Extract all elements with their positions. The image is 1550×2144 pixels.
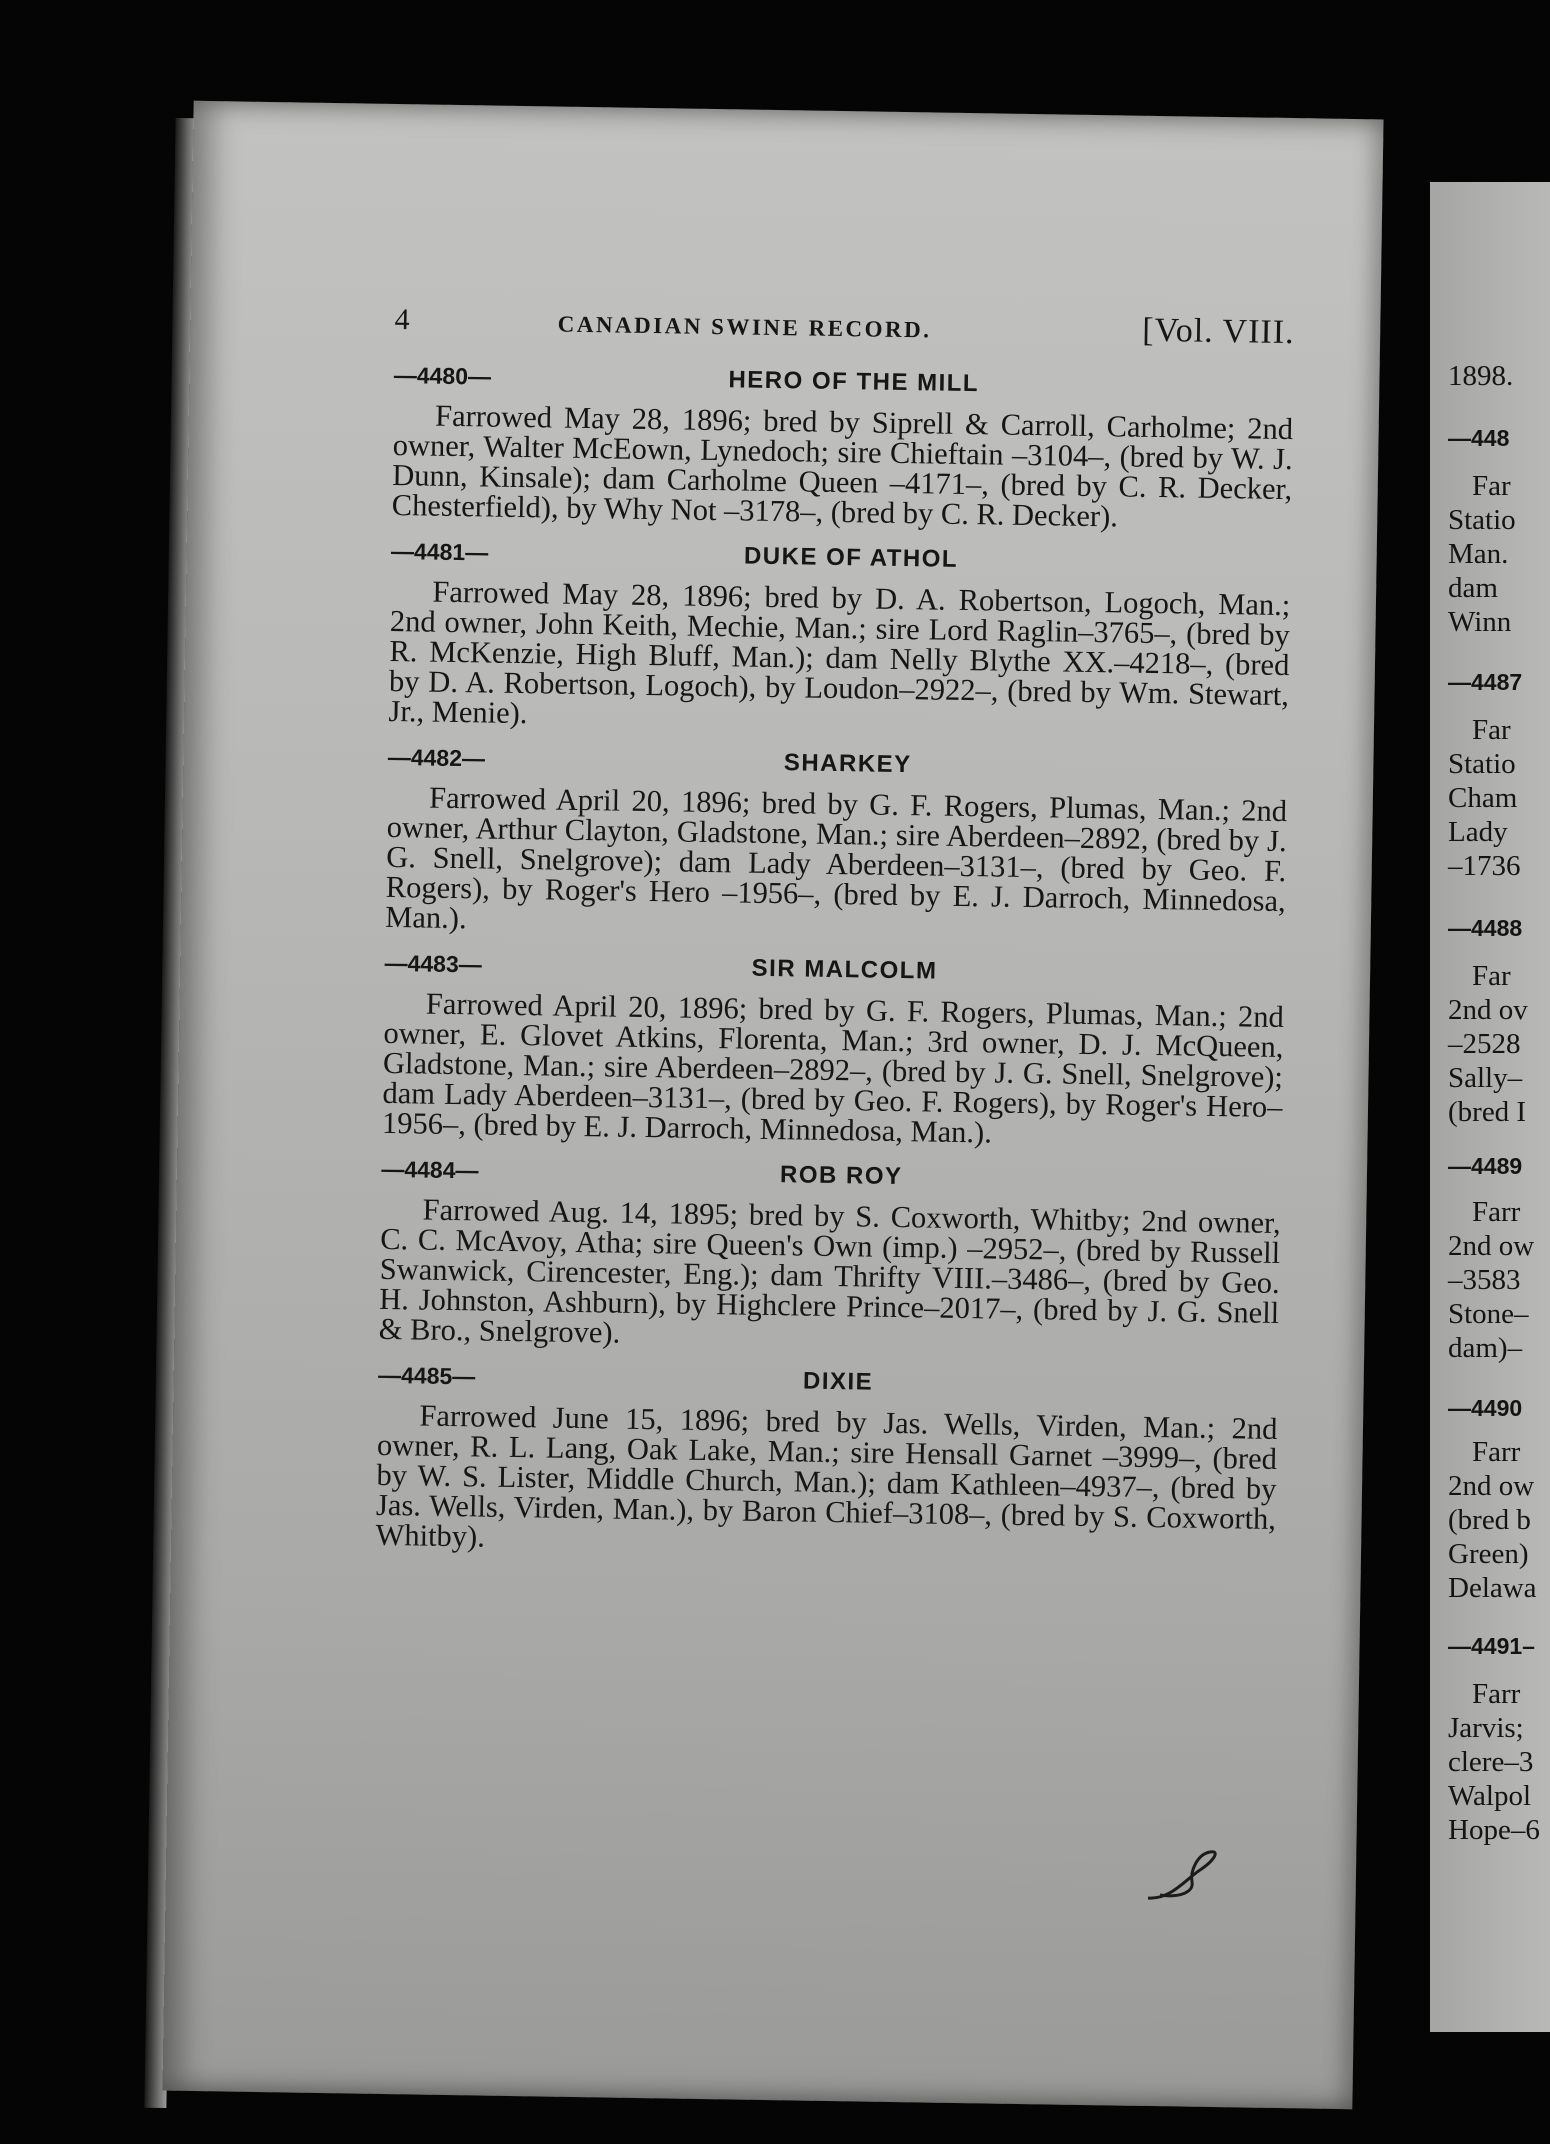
fragment: 2nd ow	[1448, 1470, 1535, 1502]
page-content	[375, 300, 1295, 1570]
fragment: –3583	[1448, 1264, 1521, 1296]
fragment: (bred I	[1448, 1096, 1527, 1128]
entry-text: Farrowed April 20, 1896; bred by G. F. Rogers, Plumas, Man.; 2nd owner, Arthur Clayton, Gladstone, Man.; sire Aberdeen–2892, (bred by J. G. Snell, Snelgrove); dam Lady Aberdeen–3131–, (bred by Geo. F. Rogers), by Roger's Hero –1956–, (bred by E. J. Darroch, Minnedosa, Man.).	[385, 780, 1288, 936]
fragment: 2nd ov	[1448, 994, 1528, 1026]
fragment: 2nd ow	[1448, 1230, 1535, 1262]
fragment: Green)	[1448, 1538, 1529, 1570]
fragment: (bred b	[1448, 1504, 1531, 1536]
entry-name: SHARKEY	[783, 749, 912, 779]
fragment: Lady	[1448, 816, 1508, 848]
page-number: 4	[394, 302, 410, 337]
fragment: 1898.	[1448, 360, 1514, 392]
fragment: Stone–	[1448, 1298, 1529, 1330]
fragment: Jarvis;	[1448, 1712, 1524, 1744]
fragment: Farr	[1472, 1196, 1521, 1228]
entry-text: Farrowed June 15, 1896; bred by Jas. Wells, Virden, Man.; 2nd owner, R. L. Lang, Oak Lake, Man.; sire Hensall Garnet –3999–, (bred by W. S. Lister, Middle Church, Man.); dam Kathleen–4937–, (bred by Jas. Wells, Virden, Man.), by Baron Chief–3108–, (bred by S. Coxworth, Whitby).	[375, 1398, 1278, 1554]
fragment: Hope–6	[1448, 1814, 1540, 1846]
fragment: Sally–	[1448, 1062, 1523, 1094]
pencil-mark	[1140, 1840, 1230, 1910]
adjacent-page-text	[1448, 0, 1538, 2144]
fragment: —448	[1448, 425, 1510, 451]
entry-name: ROB ROY	[779, 1161, 903, 1191]
entry-name: DUKE OF ATHOL	[743, 542, 959, 573]
fragment: –2528	[1448, 1028, 1521, 1060]
registry-entry	[375, 1350, 1278, 1564]
entry-name: DIXIE	[802, 1367, 874, 1396]
fragment: Winn	[1448, 606, 1512, 638]
fragment: Farr	[1472, 1678, 1521, 1710]
fragment: Far	[1472, 470, 1511, 502]
registry-entry	[379, 1144, 1282, 1358]
registry-entry	[392, 350, 1295, 534]
registry-entry	[385, 732, 1288, 946]
fragment: Man.	[1448, 538, 1509, 570]
entry-number: —4485—	[377, 1361, 476, 1389]
journal-title: CANADIAN SWINE RECORD.	[557, 311, 932, 343]
fragment: —4489	[1448, 1153, 1523, 1179]
fragment: —4487	[1448, 669, 1523, 695]
fragment: —4488	[1448, 915, 1523, 941]
entry-number: —4480—	[393, 361, 492, 390]
entry-name: SIR MALCOLM	[751, 954, 938, 985]
entry-number: —4482—	[387, 743, 486, 771]
entry-text: Farrowed May 28, 1896; bred by Siprell & Carroll, Carholme; 2nd owner, Walter McEown, Lynedoch; sire Chieftain –3104–, (bred by W. J. Dunn, Kinsale); dam Carholme Queen –4171–, (bred by C. R. Decker, Chesterfield), by Why Not –3178–, (bred by C. R. Decker).	[391, 398, 1294, 534]
fragment: —4491–	[1448, 1633, 1535, 1659]
volume-label: [Vol. VIII.	[1141, 311, 1295, 352]
entry-text: Farrowed April 20, 1896; bred by G. F. Rogers, Plumas, Man.; 2nd owner, E. Glovet Atkins, Florenta, Man.; 3rd owner, D. J. McQueen, Gladstone, Man.; sire Aberdeen–2892–, (bred by J. G. Snell, Snelgrove); dam Lady Aberdeen–3131–, (bred by Geo. F. Rogers), by Roger's Hero–1956–, (bred by E. J. Darroch, Minnedosa, Man.).	[381, 986, 1285, 1150]
fragment: Cham	[1448, 782, 1518, 814]
fragment: Walpol	[1448, 1780, 1532, 1812]
fragment: clere–3	[1448, 1746, 1534, 1778]
fragment: –1736	[1448, 850, 1521, 882]
fragment: Far	[1472, 714, 1511, 746]
entry-number: —4481—	[390, 537, 489, 565]
entry-number: —4484—	[381, 1155, 479, 1183]
fragment: Far	[1472, 960, 1511, 992]
registry-entry	[388, 526, 1291, 740]
fragment: dam)–	[1448, 1332, 1523, 1364]
fragment: Delawa	[1448, 1572, 1537, 1604]
fragment: Statio	[1448, 748, 1516, 780]
registry-entry	[382, 938, 1285, 1152]
fragment: dam	[1448, 572, 1498, 604]
entry-name: HERO OF THE MILL	[728, 366, 980, 398]
fragment: Farr	[1472, 1436, 1521, 1468]
entry-text: Farrowed May 28, 1896; bred by D. A. Robertson, Logoch, Man.; 2nd owner, John Keith, Mechie, Man.; sire Lord Raglin–3765–, (bred by R. McKenzie, High Bluff, Man.); dam Nelly Blythe XX.–4218–, (bred by D. A. Robertson, Logoch), by Loudon–2922–, (bred by Wm. Stewart, Jr., Menie).	[388, 574, 1291, 731]
entry-text: Farrowed Aug. 14, 1895; bred by S. Coxworth, Whitby; 2nd owner, C. C. McAvoy, Atha; sire Queen's Own (imp.) –2952–, (bred by Russell Swanwick, Cirencester, Eng.); dam Thrifty VIII.–3486–, (bred by Geo. H. Johnston, Ashburn), by Highclere Prince–2017–, (bred by J. G. Snell & Bro., Snelgrove).	[378, 1192, 1281, 1350]
fragment: Statio	[1448, 504, 1516, 536]
entry-number: —4483—	[384, 949, 482, 977]
fragment: —4490	[1448, 1395, 1523, 1421]
